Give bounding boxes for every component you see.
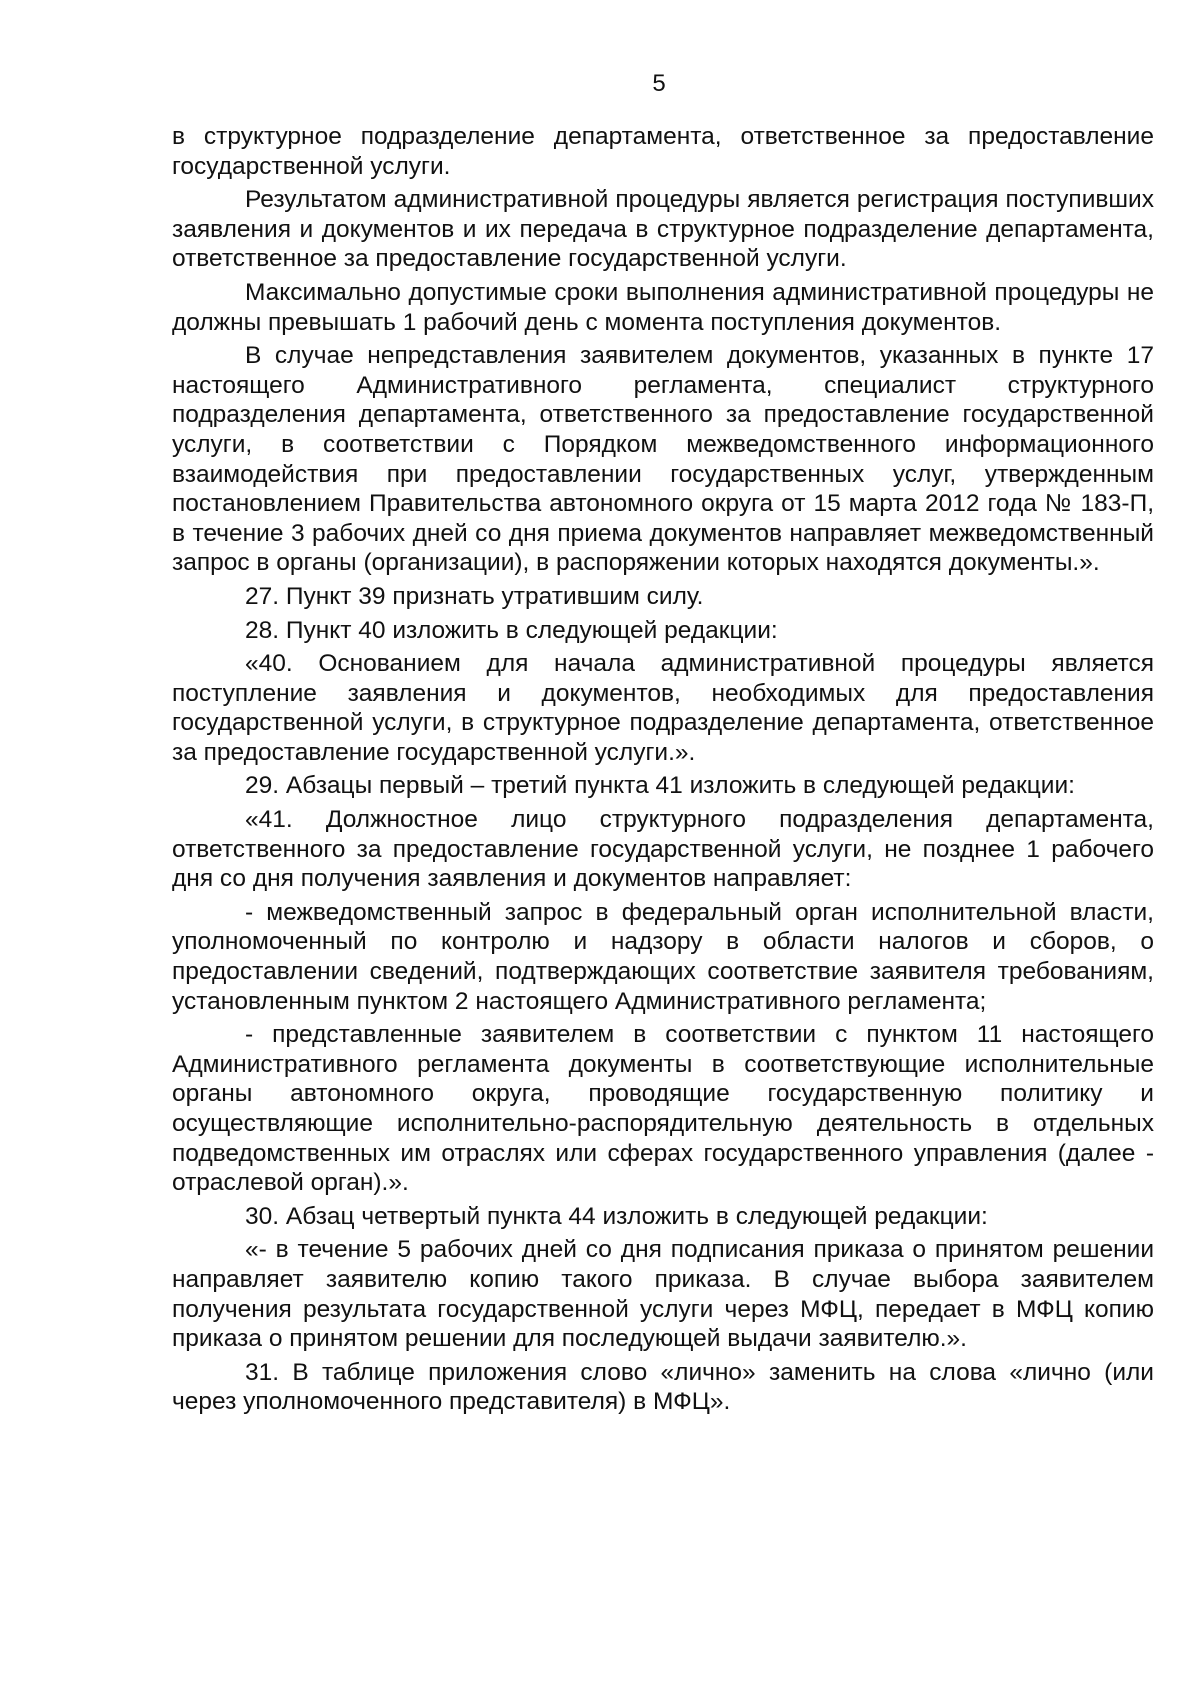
paragraph-result: Результатом административной процедуры является регистрация поступивших заявления и документов и их передача в структурное подразделение департамента, ответственное за предоставление государственной услуги. [172, 186, 1154, 273]
paragraph-item-27: 27. Пункт 39 признать утратившим силу. [245, 582, 704, 610]
paragraph-item-31: 31. В таблице приложения слово «лично» заменить на слова «лично (или через уполномоченного представителя) в МФЦ». [172, 1358, 1154, 1416]
paragraph-clause-44: «- в течение 5 рабочих дней со дня подписания приказа о принятом решении направляет заявителю копию такого приказа. В случае выбора заявителем получения результата государственной услуги через МФЦ, передает в МФЦ копию приказа о принятом решении для последующей выдачи заявителю.». [172, 1236, 1154, 1353]
paragraph-clause-40: «40. Основанием для начала административной процедуры является поступление заявления и документов, необходимых для предоставления государственной услуги, в структурное подразделение департамента, ответственное за предоставление государственной услуги.». [172, 650, 1154, 766]
page-number: 5 [652, 70, 666, 97]
paragraph-item-30: 30. Абзац четвертый пункта 44 изложить в следующей редакции: [245, 1202, 988, 1230]
paragraph-max-time: Максимально допустимые сроки выполнения административной процедуры не должны превышать 1 рабочий день с момента поступления документов. [172, 278, 1154, 336]
paragraph-interagency-request: В случае непредставления заявителем документов, указанных в пункте 17 настоящего Административного регламента, специалист структурного подразделения департамента, ответственного за предоставление государственной услуги, в соответствии с Порядком межведомственного информационного взаимодействия при предоставлении государственных услуг, утвержденным постановлением Правительства автономного округа от 15 марта 2012 года № 183-П, в течение 3 рабочих дней со дня приема документов направляет межведомственный запрос в органы (организации), в распоряжении которых находятся документы.». [172, 342, 1154, 577]
paragraph-item-29: 29. Абзацы первый – третий пункта 41 изложить в следующей редакции: [245, 772, 1075, 800]
paragraph-clause-41: «41. Должностное лицо структурного подразделения департамента, ответственного за предоставление государственной услуги, не позднее 1 рабочего дня со дня получения заявления и документов направляет: [172, 806, 1154, 893]
paragraph-list-item-2: - представленные заявителем в соответствии с пунктом 11 настоящего Административного регламента документы в соответствующие исполнительные органы автономного округа, проводящие государственную политику и осуществляющие исполнительно-распорядительную деятельность в отдельных подведомственных им отраслях или сферах государственного управления (далее - отраслевой орган).». [172, 1021, 1154, 1197]
paragraph-continuation: в структурное подразделение департамента, ответственное за предоставление государственной услуги. [172, 123, 1154, 180]
paragraph-list-item-1: - межведомственный запрос в федеральный орган исполнительной власти, уполномоченный по контролю и надзору в области налогов и сборов, о предоставлении сведений, подтверждающих соответствие заявителя требованиям, установленным пунктом 2 настоящего Административного регламента; [172, 898, 1154, 1015]
paragraph-item-28: 28. Пункт 40 изложить в следующей редакции: [245, 616, 778, 644]
document-body [172, 122, 1154, 1421]
